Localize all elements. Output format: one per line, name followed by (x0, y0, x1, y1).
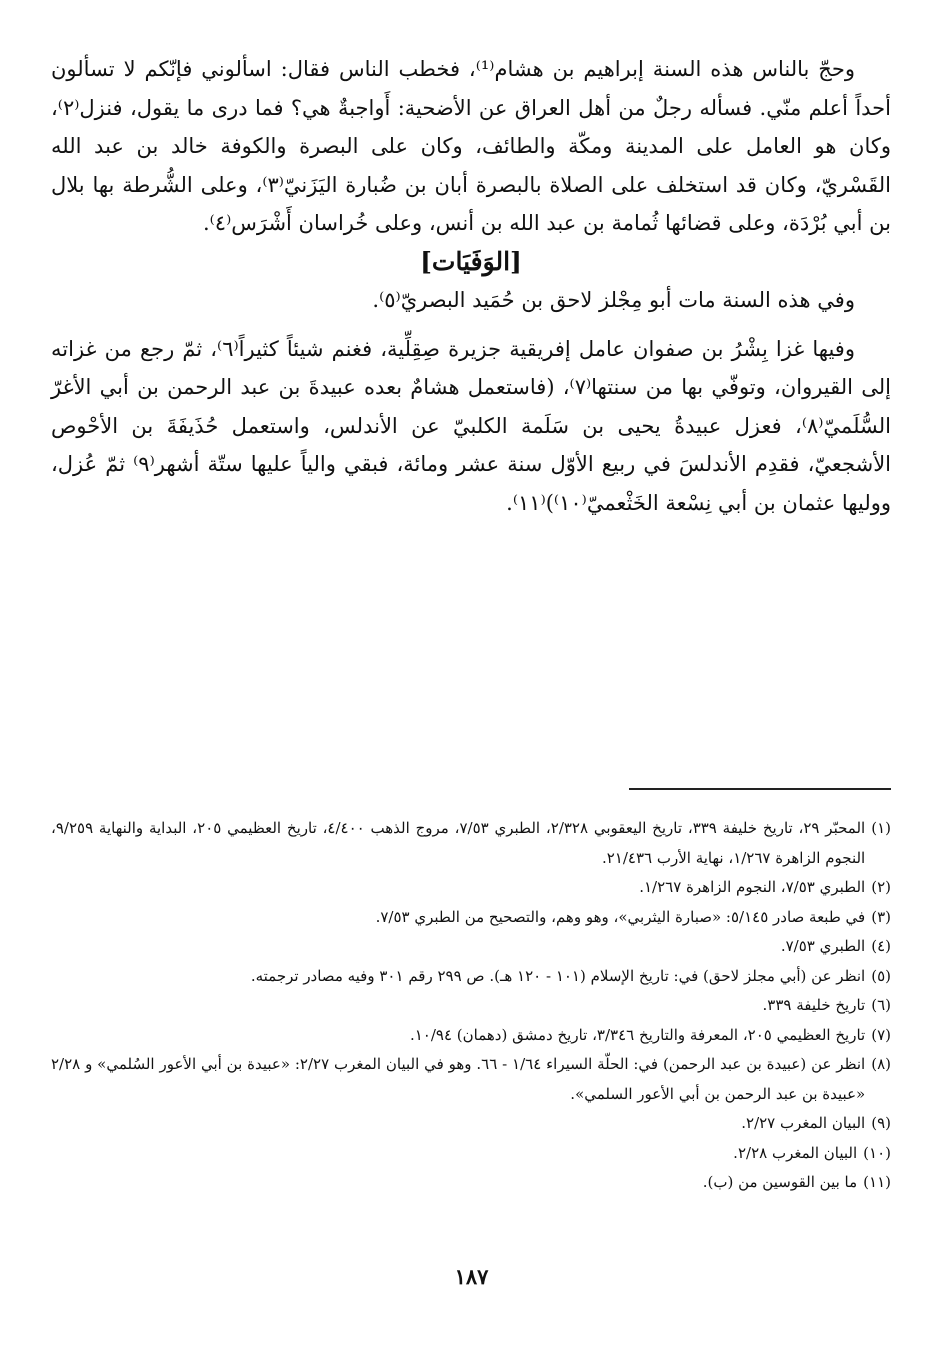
footnote (51, 962, 891, 992)
footnote (51, 1139, 891, 1169)
footnote-number: (٤) (871, 937, 891, 955)
footnote-text: انظر عن (عبيدة بن عبد الرحمن) في: الحلّة السيراء ١/٦٤ - ٦٦. وهو في البيان المغرب ٢/٢٧: «عبيدة بن أبي الأعور السُلمي» و ٢/٢٨ «عبيدة بن عبد الرحمن بن أبي الأعور السلمي». (51, 1055, 866, 1103)
footnote-number: (٣) (871, 907, 891, 926)
footnotes (51, 814, 891, 1198)
footnote-text: الطبري ٧/٥٣. (780, 937, 866, 955)
footnote-number: (٧) (871, 1025, 891, 1044)
footnote (51, 1168, 891, 1198)
paragraph-death: وفي هذه السنة مات أبو مِجْلز لاحق بن حُمَيد البصريّ⁽٥⁾. (372, 288, 855, 312)
footnote (51, 991, 891, 1021)
footnote (51, 814, 891, 873)
footnote-separator (629, 788, 891, 790)
footnote-number: (٨) (871, 1055, 891, 1073)
footnote-text: الطبري ٧/٥٣، النجوم الزاهرة ١/٢٦٧. (639, 878, 866, 896)
footnote-text: المحبّر ٢٩، تاريخ خليفة ٣٣٩، تاريخ اليعقوبي ٢/٣٢٨، الطبري ٧/٥٣، مروج الذهب ٤/٤٠٠، تاريخ العظيمي ٢٠٥، البداية والنهاية ٩/٢٥٩، النجوم الزاهرة ١/٢٦٧، نهاية الأرب ٢١/٤٣٦. (51, 819, 866, 867)
paragraph-hajj: وحجّ بالناس هذه السنة إبراهيم بن هشام⁽¹⁾، فخطب الناس فقال: اسألوني فإنّكم لا تسألون أحداً أعلم منّي. فسأله رجلٌ من أهل العراق عن الأضحية: أَواجبةٌ هي؟ فما درى ما يقول، فنزل⁽٢⁾، وكان هو العامل على المدينة ومكّة والطائف، وكان على البصرة والكوفة خالد بن عبد الله القَسْريّ، وكان قد استخلف على الصلاة بالبصرة أبان بن ضُبارة اليَزَنيّ⁽٣⁾، وعلى الشُّرطة بها بلال بن أبي بُرْدَة، وعلى قضائها ثُمامة بن عبد الله بن أنس، وعلى خُراسان أَشْرَس⁽٤⁾. (51, 57, 891, 235)
footnote (51, 903, 891, 933)
footnote-number: (١) (871, 819, 891, 837)
main-text (51, 50, 891, 522)
footnote (51, 932, 891, 962)
footnote-text: البيان المغرب ٢/٢٨. (733, 1143, 858, 1162)
paragraph-sicily-raid: وفيها غزا بِشْرُ بن صفوان عامل إفريقية جزيرة صِقِلِّية، فغنم شيئاً كثيراً⁽٦⁾، ثمّ رجع من غزاته إلى القيروان، وتوفّي بها من سنتها⁽٧⁾، (فاستعمل هشامٌ بعده عبيدةَ بن عبد الرحمن بن أبي الأغرّ السُّلَميّ⁽٨⁾، فعزل عبيدةُ يحيى بن سَلَمة الكلبيّ عن الأندلس، واستعمل حُذَيفَةَ بن الأحْوص الأشجعيّ، فقدِم الأندلسَ في ربيع الأوّل سنة عشر ومائة، فبقي والياً عليها ستّة أشهر⁽٩⁾ ثمّ عُزل، ووليها عثمان بن أبي نِسْعة الخَثْعميّ⁽١٠⁾)⁽١١⁾. (51, 336, 891, 515)
footnote (51, 1109, 891, 1139)
footnote-text: تاريخ خليفة ٣٣٩. (762, 996, 866, 1014)
footnote (51, 1021, 891, 1051)
footnote-number: (٦) (871, 996, 891, 1014)
footnote-text: تاريخ العظيمي ٢٠٥، المعرفة والتاريخ ٣/٣٤٦، تاريخ دمشق (دهمان) ١٠/٩٤. (409, 1025, 866, 1044)
footnote-number: (٩) (871, 1114, 891, 1132)
footnote-number: (٥) (871, 966, 891, 985)
footnote-number: (١١) (863, 1173, 891, 1191)
footnote-text: ما بين القوسين من (ب). (702, 1173, 858, 1191)
footnote-text: انظر عن (أبي مجلز لاحق) في: تاريخ الإسلام (١٠١ - ١٢٠ هـ). ص ٢٩٩ رقم ٣٠١ وفيه مصادر ترجمته. (250, 966, 866, 985)
page-number: ١٨٧ (454, 1264, 489, 1289)
footnote-text: البيان المغرب ٢/٢٧. (741, 1114, 866, 1132)
section-heading: [الوَفَيَات] (420, 246, 522, 276)
footnote-number: (١٠) (863, 1143, 891, 1162)
footnote (51, 873, 891, 903)
footnote-number: (٢) (871, 878, 891, 896)
footnote (51, 1050, 891, 1109)
paragraph-gap (51, 320, 891, 330)
footnote-text: في طبعة صادر ٥/١٤٥: «صبارة اليثربي»، وهو وهم، والتصحيح من الطبري ٧/٥٣. (375, 907, 866, 926)
